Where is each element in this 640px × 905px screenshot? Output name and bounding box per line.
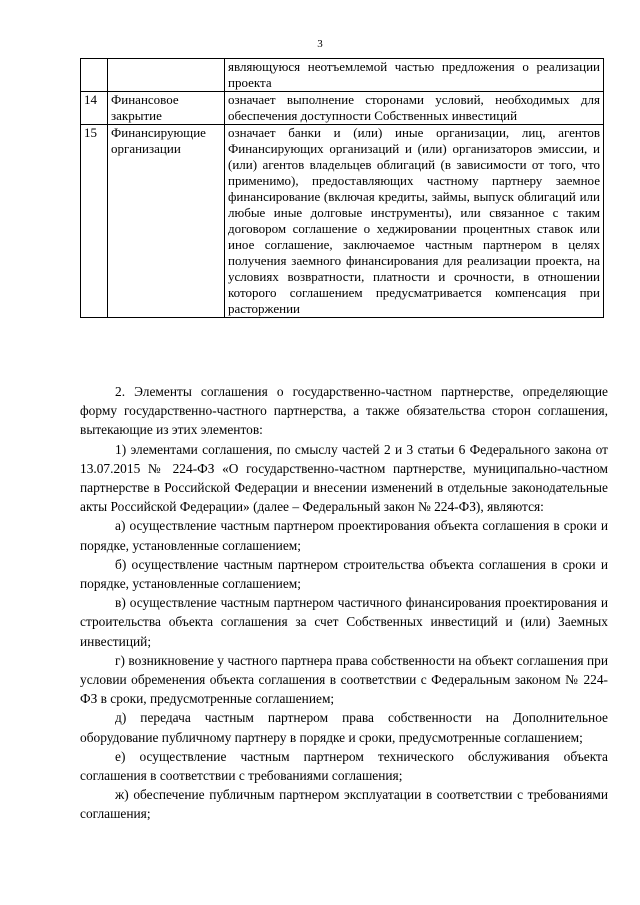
table-row	[81, 125, 604, 318]
paragraph: д) передача частным партнером права собственности на Дополнительное оборудование публичному партнеру в порядке и сроки, предусмотренные соглашением;	[80, 710, 608, 745]
row-number	[81, 59, 108, 92]
table-row	[81, 59, 604, 92]
paragraph: а) осуществление частным партнером проектирования объекта соглашения в сроки и порядке, установленные соглашением;	[80, 518, 608, 553]
paragraph: в) осуществление частным партнером частичного финансирования проектирования и строительства объекта соглашения за счет Собственных инвестиций и (или) Заемных инвестиций;	[80, 595, 608, 649]
row-number: 14	[81, 92, 108, 125]
definition-cell: означает банки и (или) иные организации, лиц, агентов Финансирующих организаций и (или) организаторов эмиссии, и (или) агентов владельцев облигаций (в зависимости от того, что применимо), предоставляющих частному партнеру заемное финансирование (включая кредиты, займы, выпуск облигаций или любые иные долговые инструменты), или связанное с таким договором соглашение о хеджировании процентных ставок или иное соглашение, заключаемое частным партнером в целях получения заемного финансирования для реализации проекта, на условиях возвратности, платности и срочности, в отношении которого соглашением предусматривается компенсация при расторжении	[225, 125, 604, 318]
term-cell: Финансовое закрытие	[108, 92, 225, 125]
document-body	[80, 382, 608, 824]
paragraph: 1) элементами соглашения, по смыслу частей 2 и 3 статьи 6 Федерального закона от 13.07.2015 № 224-ФЗ «О государственно-частном партнерстве, муниципально-частном партнерстве в Российской Федерации и внесении изменений в отдельные законодательные акты Российской Федерации» (далее – Федеральный закон № 224-ФЗ), являются:	[80, 441, 608, 515]
definition-cell: являющуюся неотъемлемой частью предложения о реализации проекта	[225, 59, 604, 92]
page-number: 3	[317, 38, 323, 50]
definitions-table	[80, 58, 604, 318]
paragraph: г) возникновение у частного партнера права собственности на объект соглашения при условии обременения объекта соглашения в соответствии с Федеральным законом № 224-ФЗ в сроки, предусмотренные соглашением;	[80, 652, 608, 707]
term-cell	[108, 59, 225, 92]
paragraph: б) осуществление частным партнером строительства объекта соглашения в сроки и порядке, установленные соглашением;	[80, 556, 608, 592]
row-number: 15	[81, 125, 108, 318]
term-cell: Финансирующие организации	[108, 125, 225, 318]
paragraph: 2. Элементы соглашения о государственно-частном партнерстве, определяющие форму государственно-частного партнерства, а также обязательства сторон соглашения, вытекающие из этих элементов:	[80, 384, 608, 438]
definition-cell: означает выполнение сторонами условий, необходимых для обеспечения доступности Собственных инвестиций	[225, 92, 604, 125]
table-row	[81, 92, 604, 125]
paragraph: ж) обеспечение публичным партнером эксплуатации в соответствии с требованиями соглашения;	[80, 787, 608, 822]
paragraph: е) осуществление частным партнером технического обслуживания объекта соглашения в соответствии с требованиями соглашения;	[80, 748, 608, 784]
